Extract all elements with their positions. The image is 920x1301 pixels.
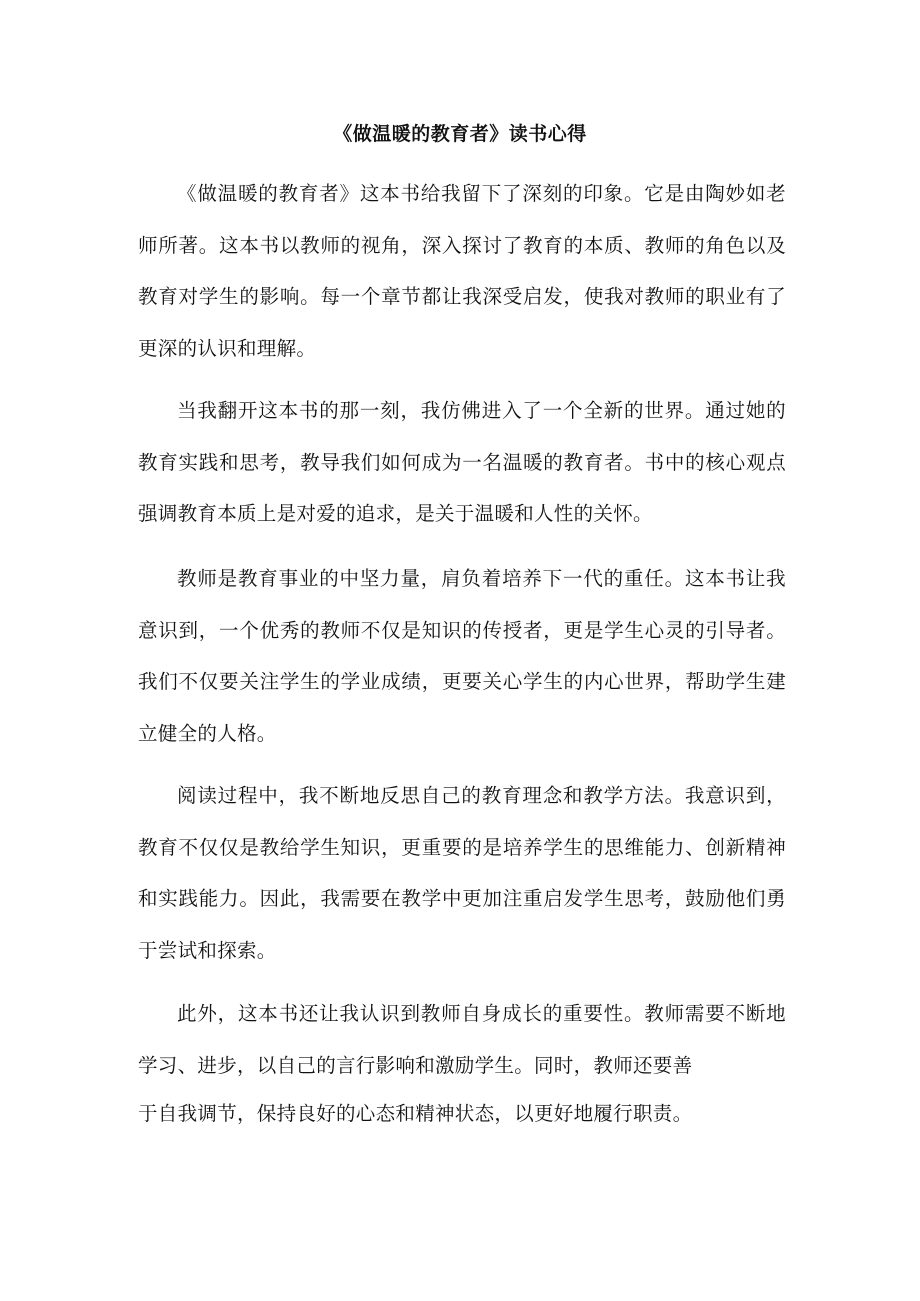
paragraph-3: 教师是教育事业的中坚力量，肩负着培养下一代的重任。这本书让我意识到，一个优秀的教师不仅是知识的传授者，更是学生心灵的引导者。我们不仅要关注学生的学业成绩，更要关心学生的内心世界，帮助学生建立健全的人格。: [138, 567, 786, 745]
document-title: 《做温暖的教育者》读书心得: [333, 123, 587, 145]
paragraph-5-second-part: 于自我调节，保持良好的心态和精神状态，以更好地履行职责。: [138, 1102, 693, 1125]
paragraph-2: 当我翻开这本书的那一刻，我仿佛进入了一个全新的世界。通过她的教育实践和思考，教导我们如何成为一名温暖的教育者。书中的核心观点强调教育本质上是对爱的追求，是关于温暖和人性的关怀。: [138, 399, 786, 525]
paragraph-4: 阅读过程中，我不断地反思自己的教育理念和教学方法。我意识到，教育不仅仅是教给学生知识，更重要的是培养学生的思维能力、创新精神和实践能力。因此，我需要在教学中更加注重启发学生思考，鼓励他们勇于尝试和探索。: [138, 784, 786, 962]
paragraph-1: 《做温暖的教育者》这本书给我留下了深刻的印象。它是由陶妙如老师所著。这本书以教师的视角，深入探讨了教育的本质、教师的角色以及教育对学生的影响。每一个章节都让我深受启发，使我对教师的职业有了更深的认识和理解。: [138, 182, 786, 360]
paragraph-5-first-part: 此外，这本书还让我认识到教师自身成长的重要性。教师需要不断地学习、进步，以自己的言行影响和激励学生。同时，教师还要善: [138, 1002, 786, 1077]
